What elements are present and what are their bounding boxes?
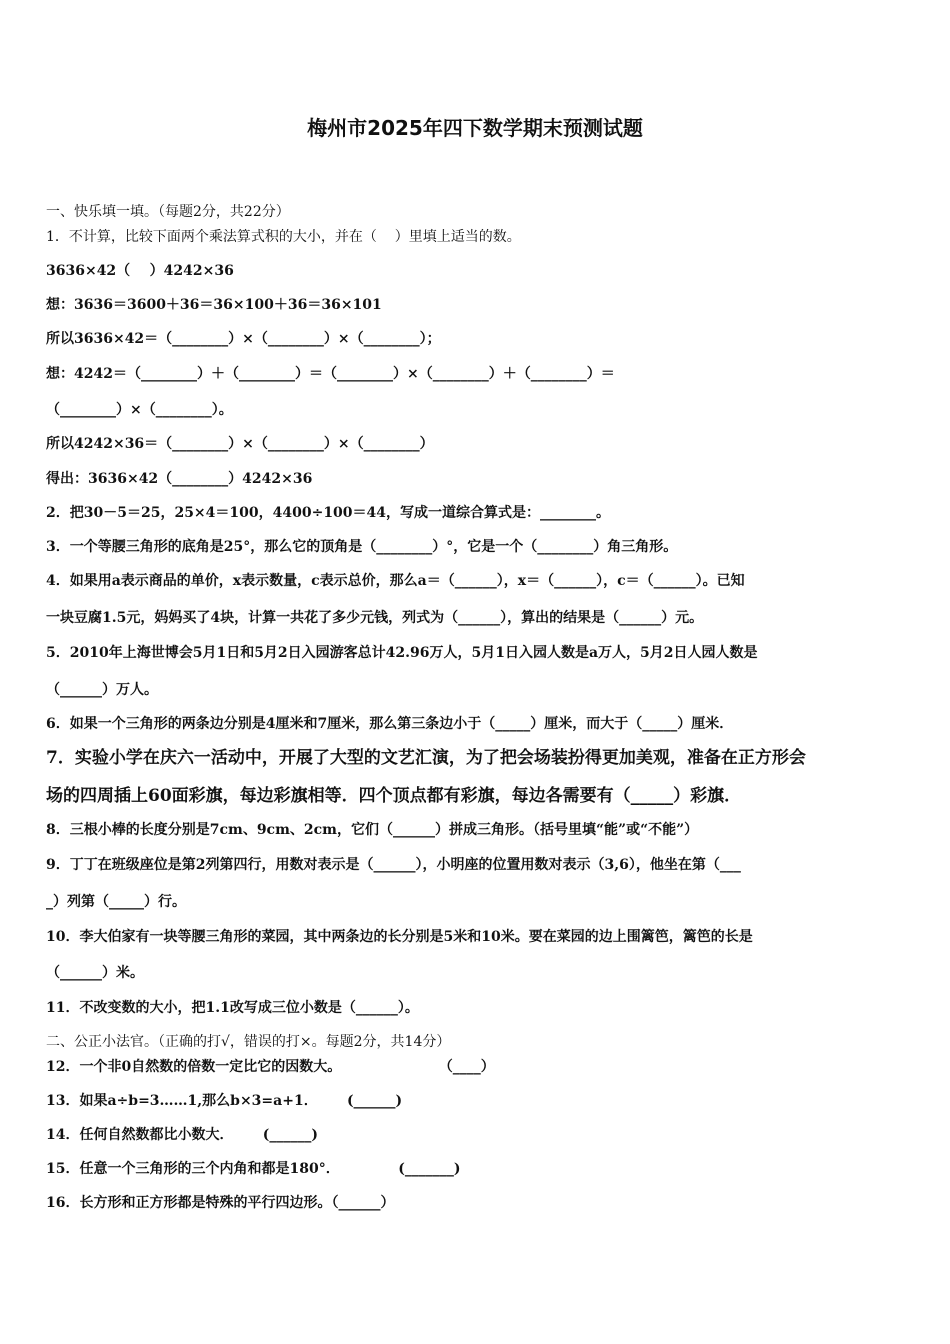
question-line: 8．三根小棒的长度分别是7cm、9cm、2cm，它们（______）拼成三角形。（括号里填“能”或“不能”） [46, 822, 699, 838]
question-line: 所以3636×42＝（________）×（________）×（________）； [46, 331, 441, 347]
question-line: 想：3636＝3600＋36＝36×100＋36＝36×101 [46, 297, 382, 313]
question-line: 场的四周插上60面彩旗，每边彩旗相等．四个顶点都有彩旗，每边各需要有（_____）彩旗． [46, 786, 742, 806]
question-line: 13．如果a÷b=3……1,那么b×3=a+1． (______) [46, 1093, 403, 1109]
question-line: _）列第（_____）行。 [46, 894, 186, 910]
question-line: 3．一个等腰三角形的底角是25°，那么它的顶角是（________）°，它是一个（________）角三角形。 [46, 539, 678, 555]
question-line: （________）×（________）。 [46, 402, 233, 418]
question-line: 得出：3636×42（________）4242×36 [46, 471, 313, 487]
question-line: （______）米。 [46, 965, 144, 981]
question-line: 15．任意一个三角形的三个内角和都是180°． (_______) [46, 1161, 461, 1177]
question-line: 7．实验小学在庆六一活动中，开展了大型的文艺汇演，为了把会场装扮得更加美观，准备在正方形会 [46, 748, 806, 768]
section-2-header: 二、公正小法官。（正确的打√，错误的打×。每题2分，共14分） [46, 1034, 451, 1050]
question-line: 5．2010年上海世博会5月1日和5月2日入园游客总计42.96万人，5月1日入园人数是a万人，5月2日人园人数是 [46, 645, 758, 661]
question-line: 14．任何自然数都比小数大． (______) [46, 1127, 318, 1143]
question-line: 1．不计算，比较下面两个乘法算式积的大小，并在（ ）里填上适当的数。 [46, 229, 521, 245]
question-line: 6．如果一个三角形的两条边分别是4厘米和7厘米，那么第三条边小于（_____）厘米，而大于（_____）厘米． [46, 716, 734, 732]
question-line: 10．李大伯家有一块等腰三角形的菜园，其中两条边的长分别是5米和10米。要在菜园的边上围篱笆，篱笆的长是 [46, 929, 753, 945]
question-line: （______）万人。 [46, 682, 158, 698]
question-line: 一块豆腐1.5元，妈妈买了4块，计算一共花了多少元钱，列式为（______），算出的结果是（______）元。 [46, 610, 704, 626]
section-1-header: 一、快乐填一填。（每题2分，共22分） [46, 204, 290, 220]
question-line: 16．长方形和正方形都是特殊的平行四边形。（______） [46, 1195, 395, 1211]
question-line: 想：4242＝（________）＋（________）＝（________）×（________）＋（________）＝ [46, 366, 615, 382]
question-line: 2．把30－5＝25，25×4＝100，4400÷100＝44，写成一道综合算式是：________。 [46, 505, 611, 521]
page-title: 梅州市2025年四下数学期末预测试题 [307, 116, 643, 140]
question-line: 3636×42（ ）4242×36 [46, 263, 234, 279]
question-line: 4．如果用a表示商品的单价，x表示数量，c表示总价，那么a＝（______），x＝（______），c＝（______）。已知 [46, 573, 745, 589]
question-line: 12．一个非0自然数的倍数一定比它的因数大。 （____） [46, 1059, 495, 1075]
question-line: 11．不改变数的大小，把1.1改写成三位小数是（______）。 [46, 1000, 419, 1016]
question-line: 9．丁丁在班级座位是第2列第四行，用数对表示是（______），小明座的位置用数对表示（3,6），他坐在第（___ [46, 857, 741, 873]
question-line: 所以4242×36＝（________）×（________）×（________） [46, 436, 434, 452]
